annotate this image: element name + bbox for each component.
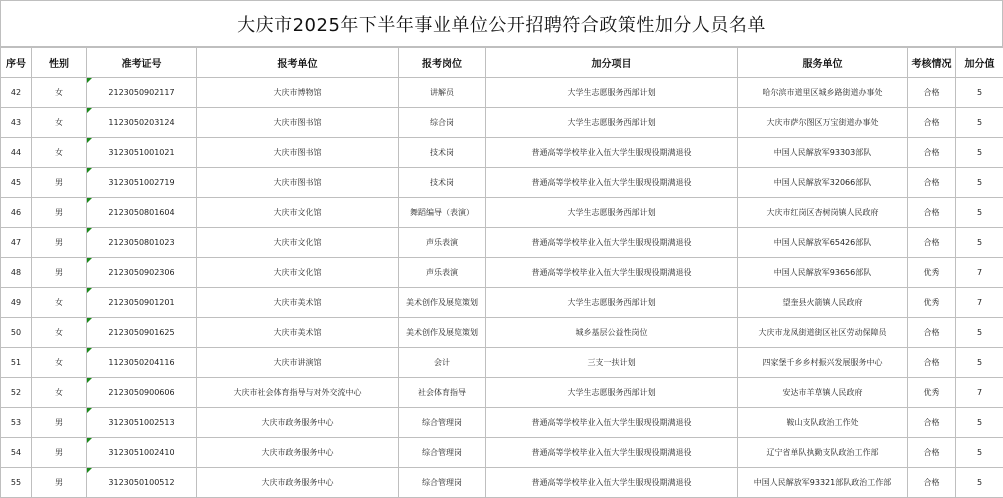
cell-unit[interactable]: 大庆市文化馆: [197, 258, 399, 288]
cell-bonus-value[interactable]: 7: [956, 378, 1003, 408]
header-row: [1, 48, 1003, 78]
cell-admission-no[interactable]: 2123050900606: [87, 378, 197, 408]
cell-assessment[interactable]: 合格: [908, 318, 956, 348]
cell-assessment[interactable]: 合格: [908, 138, 956, 168]
cell-service-unit[interactable]: 大庆市龙凤街道街区社区劳动保障员: [738, 318, 908, 348]
cell-gender[interactable]: 女: [32, 108, 87, 138]
cell-bonus-value[interactable]: 5: [956, 348, 1003, 378]
cell-service-unit[interactable]: 安达市羊草镇人民政府: [738, 378, 908, 408]
cell-position[interactable]: 美术创作及展览策划: [399, 288, 486, 318]
table-row: [1, 288, 1003, 318]
cell-unit[interactable]: 大庆市图书馆: [197, 108, 399, 138]
cell-unit[interactable]: 大庆市社会体育指导与对外交流中心: [197, 378, 399, 408]
cell-service-unit[interactable]: 中国人民解放军93321部队政治工作部: [738, 468, 908, 498]
cell-service-unit[interactable]: 辽宁省单队执勤支队政治工作部: [738, 438, 908, 468]
cell-gender[interactable]: 男: [32, 258, 87, 288]
table-row: [1, 378, 1003, 408]
cell-unit[interactable]: 大庆市美术馆: [197, 288, 399, 318]
cell-bonus-value[interactable]: 7: [956, 258, 1003, 288]
cell-index[interactable]: 53: [1, 408, 32, 438]
cell-admission-no[interactable]: 2123050902306: [87, 258, 197, 288]
cell-assessment[interactable]: 合格: [908, 78, 956, 108]
cell-service-unit[interactable]: 望奎县火箭镇人民政府: [738, 288, 908, 318]
cell-position[interactable]: 舞蹈编导（表演）: [399, 198, 486, 228]
data-table: [0, 47, 1003, 498]
cell-bonus-item[interactable]: 三支一扶计划: [486, 348, 738, 378]
cell-admission-no[interactable]: 3123050100512: [87, 468, 197, 498]
cell-index[interactable]: 47: [1, 228, 32, 258]
cell-index[interactable]: 44: [1, 138, 32, 168]
cell-gender[interactable]: 女: [32, 138, 87, 168]
cell-bonus-value[interactable]: 5: [956, 228, 1003, 258]
cell-service-unit[interactable]: 中国人民解放军93303部队: [738, 138, 908, 168]
cell-bonus-value[interactable]: 5: [956, 408, 1003, 438]
cell-admission-no[interactable]: 3123051001021: [87, 138, 197, 168]
cell-position[interactable]: 技术岗: [399, 168, 486, 198]
cell-bonus-item[interactable]: 普通高等学校毕业入伍大学生服现役期满退役: [486, 138, 738, 168]
cell-bonus-value[interactable]: 5: [956, 108, 1003, 138]
cell-assessment[interactable]: 合格: [908, 198, 956, 228]
cell-assessment[interactable]: 合格: [908, 438, 956, 468]
cell-gender[interactable]: 男: [32, 168, 87, 198]
cell-service-unit[interactable]: 四家堡千乡乡村振兴发展服务中心: [738, 348, 908, 378]
header-cell-admission-no[interactable]: 准考证号: [87, 48, 197, 78]
cell-bonus-item[interactable]: 普通高等学校毕业入伍大学生服现役期满退役: [486, 468, 738, 498]
cell-index[interactable]: 50: [1, 318, 32, 348]
table-row: [1, 468, 1003, 498]
cell-bonus-value[interactable]: 5: [956, 438, 1003, 468]
cell-bonus-value[interactable]: 5: [956, 318, 1003, 348]
page-title: 大庆市2025年下半年事业单位公开招聘符合政策性加分人员名单: [237, 11, 766, 37]
cell-service-unit[interactable]: 中国人民解放军32066部队: [738, 168, 908, 198]
cell-index[interactable]: 52: [1, 378, 32, 408]
cell-gender[interactable]: 男: [32, 438, 87, 468]
cell-position[interactable]: 声乐表演: [399, 228, 486, 258]
cell-bonus-item[interactable]: 普通高等学校毕业入伍大学生服现役期满退役: [486, 408, 738, 438]
cell-admission-no[interactable]: 3123051002410: [87, 438, 197, 468]
cell-bonus-value[interactable]: 5: [956, 468, 1003, 498]
cell-index[interactable]: 43: [1, 108, 32, 138]
cell-bonus-item[interactable]: 城乡基层公益性岗位: [486, 318, 738, 348]
cell-service-unit[interactable]: 中国人民解放军65426部队: [738, 228, 908, 258]
header-cell-bonus-value[interactable]: 加分值: [956, 48, 1003, 78]
cell-admission-no[interactable]: 1123050203124: [87, 108, 197, 138]
cell-service-unit[interactable]: 哈尔滨市道里区城乡路街道办事处: [738, 78, 908, 108]
cell-unit[interactable]: 大庆市图书馆: [197, 168, 399, 198]
cell-gender[interactable]: 男: [32, 468, 87, 498]
table-row: [1, 438, 1003, 468]
cell-assessment[interactable]: 合格: [908, 228, 956, 258]
cell-unit[interactable]: 大庆市文化馆: [197, 198, 399, 228]
table-row: [1, 78, 1003, 108]
table-row: [1, 408, 1003, 438]
cell-admission-no[interactable]: 3123051002719: [87, 168, 197, 198]
cell-index[interactable]: 48: [1, 258, 32, 288]
cell-bonus-item[interactable]: 大学生志愿服务西部计划: [486, 288, 738, 318]
cell-bonus-value[interactable]: 5: [956, 198, 1003, 228]
cell-gender[interactable]: 女: [32, 318, 87, 348]
cell-index[interactable]: 55: [1, 468, 32, 498]
cell-unit[interactable]: 大庆市图书馆: [197, 138, 399, 168]
header-cell-index[interactable]: 序号: [1, 48, 32, 78]
cell-assessment[interactable]: 合格: [908, 348, 956, 378]
cell-index[interactable]: 49: [1, 288, 32, 318]
cell-assessment[interactable]: 合格: [908, 108, 956, 138]
cell-position[interactable]: 综合管理岗: [399, 468, 486, 498]
cell-assessment[interactable]: 合格: [908, 468, 956, 498]
cell-admission-no[interactable]: 2123050902117: [87, 78, 197, 108]
header-cell-position[interactable]: 报考岗位: [399, 48, 486, 78]
header-cell-gender[interactable]: 性别: [32, 48, 87, 78]
cell-position[interactable]: 综合岗: [399, 108, 486, 138]
cell-position[interactable]: 会计: [399, 348, 486, 378]
cell-admission-no[interactable]: 2123050801023: [87, 228, 197, 258]
cell-position[interactable]: 综合管理岗: [399, 438, 486, 468]
header-cell-unit[interactable]: 报考单位: [197, 48, 399, 78]
cell-bonus-item[interactable]: 大学生志愿服务西部计划: [486, 108, 738, 138]
cell-gender[interactable]: 男: [32, 198, 87, 228]
cell-position[interactable]: 综合管理岗: [399, 408, 486, 438]
cell-bonus-value[interactable]: 5: [956, 78, 1003, 108]
cell-bonus-item[interactable]: 大学生志愿服务西部计划: [486, 198, 738, 228]
cell-admission-no[interactable]: 1123050204116: [87, 348, 197, 378]
cell-index[interactable]: 54: [1, 438, 32, 468]
cell-service-unit[interactable]: 大庆市红岗区杏树岗镇人民政府: [738, 198, 908, 228]
table-row: [1, 258, 1003, 288]
cell-unit[interactable]: 大庆市政务服务中心: [197, 408, 399, 438]
cell-service-unit[interactable]: 大庆市萨尔图区万宝街道办事处: [738, 108, 908, 138]
cell-unit[interactable]: 大庆市博物馆: [197, 78, 399, 108]
cell-position[interactable]: 社会体育指导: [399, 378, 486, 408]
cell-assessment[interactable]: 优秀: [908, 288, 956, 318]
cell-assessment[interactable]: 优秀: [908, 378, 956, 408]
cell-bonus-item[interactable]: 普通高等学校毕业入伍大学生服现役期满退役: [486, 228, 738, 258]
cell-gender[interactable]: 女: [32, 288, 87, 318]
cell-gender[interactable]: 女: [32, 378, 87, 408]
cell-bonus-value[interactable]: 5: [956, 168, 1003, 198]
table-row: [1, 108, 1003, 138]
cell-admission-no[interactable]: 2123050801604: [87, 198, 197, 228]
cell-bonus-item[interactable]: 大学生志愿服务西部计划: [486, 78, 738, 108]
cell-index[interactable]: 42: [1, 78, 32, 108]
cell-bonus-item[interactable]: 普通高等学校毕业入伍大学生服现役期满退役: [486, 258, 738, 288]
cell-gender[interactable]: 男: [32, 228, 87, 258]
cell-position[interactable]: 讲解员: [399, 78, 486, 108]
cell-index[interactable]: 46: [1, 198, 32, 228]
cell-position[interactable]: 声乐表演: [399, 258, 486, 288]
header-cell-service-unit[interactable]: 服务单位: [738, 48, 908, 78]
cell-unit[interactable]: 大庆市政务服务中心: [197, 438, 399, 468]
cell-gender[interactable]: 女: [32, 78, 87, 108]
cell-index[interactable]: 45: [1, 168, 32, 198]
cell-admission-no[interactable]: 2123050901201: [87, 288, 197, 318]
table-row: [1, 138, 1003, 168]
cell-unit[interactable]: 大庆市讲演馆: [197, 348, 399, 378]
table-row: [1, 348, 1003, 378]
cell-bonus-value[interactable]: 7: [956, 288, 1003, 318]
cell-gender[interactable]: 男: [32, 408, 87, 438]
title-cell[interactable]: [0, 0, 1003, 47]
table-row: [1, 318, 1003, 348]
cell-bonus-item[interactable]: 普通高等学校毕业入伍大学生服现役期满退役: [486, 168, 738, 198]
cell-assessment[interactable]: 合格: [908, 168, 956, 198]
header-cell-bonus-item[interactable]: 加分项目: [486, 48, 738, 78]
cell-assessment[interactable]: 合格: [908, 408, 956, 438]
cell-service-unit[interactable]: 鞍山支队政治工作处: [738, 408, 908, 438]
cell-gender[interactable]: 女: [32, 348, 87, 378]
cell-position[interactable]: 美术创作及展览策划: [399, 318, 486, 348]
cell-unit[interactable]: 大庆市美术馆: [197, 318, 399, 348]
table-row: [1, 198, 1003, 228]
table-row: [1, 168, 1003, 198]
cell-position[interactable]: 技术岗: [399, 138, 486, 168]
cell-admission-no[interactable]: 3123051002513: [87, 408, 197, 438]
header-cell-assessment[interactable]: 考核情况: [908, 48, 956, 78]
cell-bonus-item[interactable]: 大学生志愿服务西部计划: [486, 378, 738, 408]
cell-admission-no[interactable]: 2123050901625: [87, 318, 197, 348]
cell-index[interactable]: 51: [1, 348, 32, 378]
cell-assessment[interactable]: 优秀: [908, 258, 956, 288]
table-row: [1, 228, 1003, 258]
cell-bonus-item[interactable]: 普通高等学校毕业入伍大学生服现役期满退役: [486, 438, 738, 468]
cell-unit[interactable]: 大庆市文化馆: [197, 228, 399, 258]
cell-service-unit[interactable]: 中国人民解放军93656部队: [738, 258, 908, 288]
cell-unit[interactable]: 大庆市政务服务中心: [197, 468, 399, 498]
cell-bonus-value[interactable]: 5: [956, 138, 1003, 168]
